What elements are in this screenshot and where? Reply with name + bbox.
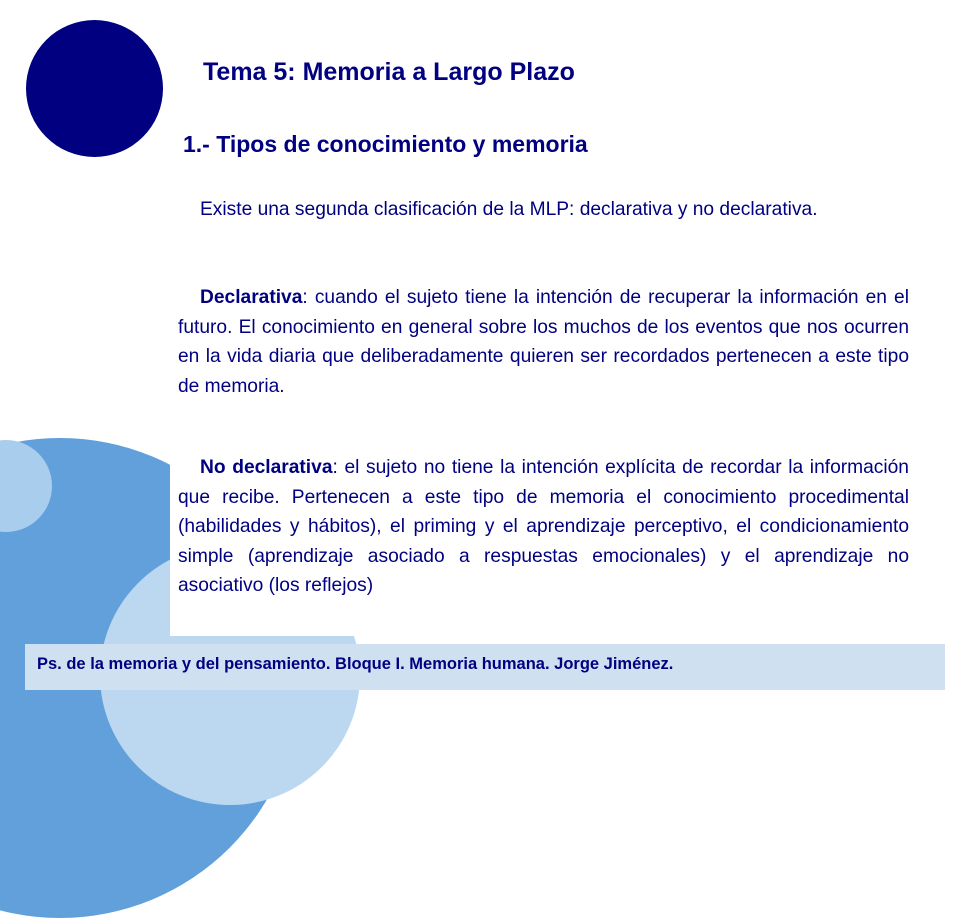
slide-subtitle: 1.- Tipos de conocimiento y memoria xyxy=(183,131,588,157)
slide-title: Tema 5: Memoria a Largo Plazo xyxy=(203,58,575,86)
paragraph-no-declarativa-text: : el sujeto no tiene la intención explícita de recordar la información que recibe. Pertenecen a este tipo de memoria el conocimiento procedimental (habilidades y hábitos), el priming y el aprendizaje perceptivo, el condicionamiento simple (aprendizaje asociado a respuestas emocionales) y el aprendizaje no asociativo (los reflejos) xyxy=(178,457,909,596)
footer-bar xyxy=(25,644,945,690)
paragraph-no-declarativa xyxy=(178,453,909,601)
paragraph-intro-text: Existe una segunda clasificación de la MLP: declarativa y no declarativa. xyxy=(200,199,818,220)
term-no-declarativa: No declarativa xyxy=(200,457,333,478)
term-declarativa: Declarativa xyxy=(200,287,303,308)
paragraph-declarativa-text: : cuando el sujeto tiene la intención de recuperar la información en el futuro. El conocimiento en general sobre los muchos de los eventos que nos ocurren en la vida diaria que deliberadamente quieren ser recordados pertenecen a este tipo de memoria. xyxy=(178,287,909,397)
decorative-circle-navy xyxy=(26,20,163,157)
footer-text: Ps. de la memoria y del pensamiento. Bloque I. Memoria humana. Jorge Jiménez. xyxy=(37,655,674,673)
paragraph-intro xyxy=(178,195,909,225)
paragraph-declarativa xyxy=(178,283,909,401)
